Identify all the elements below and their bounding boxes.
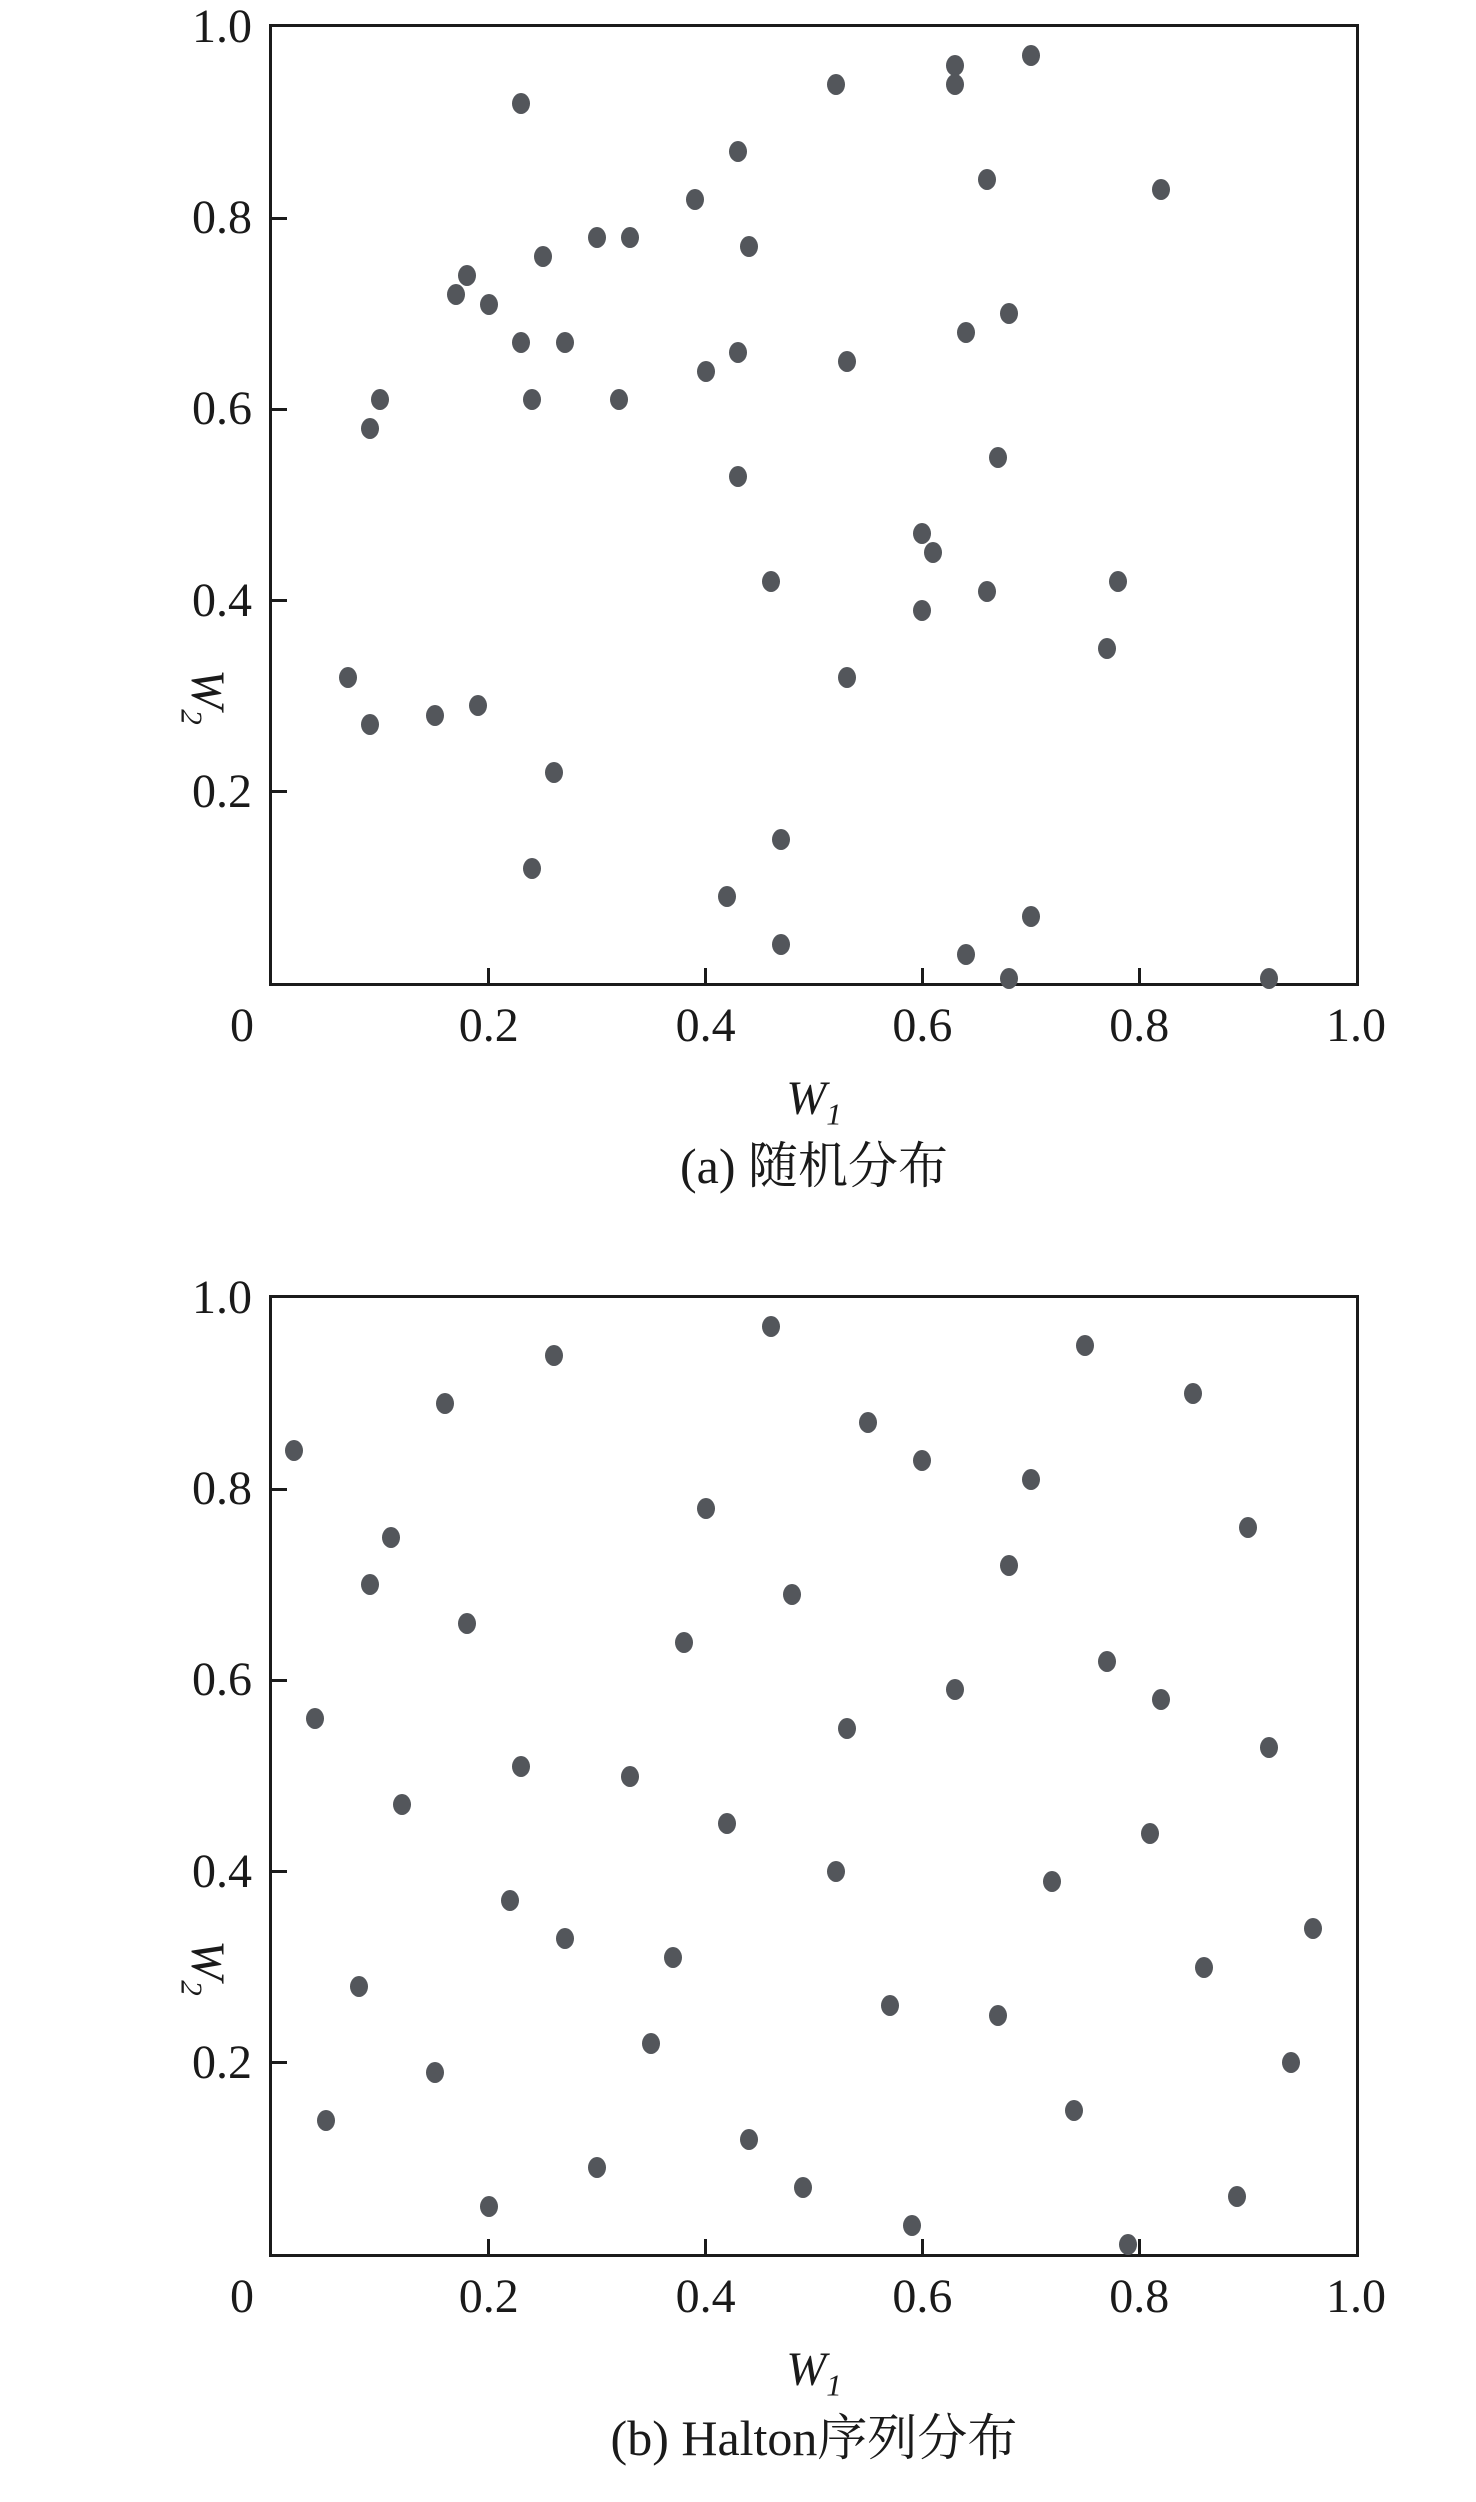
- data-point: [740, 2129, 758, 2150]
- data-point: [664, 1947, 682, 1968]
- data-point: [1000, 968, 1018, 989]
- data-point: [621, 227, 639, 248]
- data-point: [523, 858, 541, 879]
- data-point: [978, 169, 996, 190]
- data-point: [501, 1890, 519, 1911]
- x-axis-label-a: [272, 1072, 1356, 1132]
- data-point: [772, 934, 790, 955]
- scatter-plot-a: [269, 24, 1359, 986]
- y-tick-mark: [272, 408, 287, 411]
- data-point: [946, 55, 964, 76]
- data-point: [588, 227, 606, 248]
- y-tick-label: 0.8: [192, 1462, 252, 1516]
- x-tick-label: 0.8: [1109, 999, 1170, 1052]
- data-point: [903, 2215, 921, 2236]
- data-point: [913, 523, 931, 544]
- y-axis-label-b: [138, 1898, 278, 2038]
- data-point: [285, 1440, 303, 1461]
- data-point: [361, 714, 379, 735]
- data-point: [978, 581, 996, 602]
- y-tick-label: 0.8: [192, 191, 252, 245]
- data-point: [1022, 906, 1040, 927]
- data-point: [838, 1718, 856, 1739]
- data-point: [306, 1708, 324, 1729]
- chart-caption-a: (a) 随机分布: [680, 1138, 948, 1194]
- y-tick-mark: [272, 1870, 287, 1873]
- data-point: [393, 1794, 411, 1815]
- data-point: [729, 342, 747, 363]
- data-point: [718, 886, 736, 907]
- data-point: [382, 1527, 400, 1548]
- data-point: [1260, 1737, 1278, 1758]
- x-tick-label: 0.4: [675, 999, 736, 1052]
- data-point: [957, 944, 975, 965]
- x-tick-label: 0.8: [1109, 2270, 1170, 2323]
- data-point: [838, 351, 856, 372]
- x-tick-label: 0: [230, 999, 254, 1052]
- data-point: [534, 246, 552, 267]
- data-point: [924, 542, 942, 563]
- x-tick-mark: [921, 2239, 924, 2254]
- y-axis-label-text-a: $W_2$: [174, 669, 235, 725]
- data-point: [1184, 1383, 1202, 1404]
- x-axis-tick-labels-a: [230, 999, 1386, 1060]
- data-point: [827, 74, 845, 95]
- data-point: [913, 600, 931, 621]
- data-point: [838, 667, 856, 688]
- data-point: [783, 1584, 801, 1605]
- y-tick-mark: [272, 1488, 287, 1491]
- data-point: [794, 2177, 812, 2198]
- y-tick-label: 0.2: [192, 764, 252, 818]
- chart-caption-b: (b) Halton序列分布: [610, 2410, 1018, 2466]
- y-tick-label: 0.4: [192, 1844, 252, 1898]
- data-point: [1098, 638, 1116, 659]
- y-axis-tick-labels-b: [92, 1271, 252, 2254]
- data-point: [642, 2033, 660, 2054]
- data-point: [1022, 1469, 1040, 1490]
- data-point: [675, 1632, 693, 1653]
- y-axis-tick-labels-a: [92, 0, 252, 983]
- x-tick-label: 0: [230, 2270, 254, 2323]
- data-point: [523, 389, 541, 410]
- data-point: [1109, 571, 1127, 592]
- data-point: [1000, 1555, 1018, 1576]
- x-tick-label: 0.2: [458, 2270, 519, 2323]
- data-point: [436, 1393, 454, 1414]
- data-point: [588, 2157, 606, 2178]
- data-point: [480, 2196, 498, 2217]
- data-point: [512, 1756, 530, 1777]
- data-point: [480, 294, 498, 315]
- data-point: [556, 332, 574, 353]
- x-axis-label-text-b: $W_1$: [786, 2343, 842, 2403]
- data-point: [989, 2005, 1007, 2026]
- data-point: [512, 93, 530, 114]
- data-point: [426, 705, 444, 726]
- data-point: [1098, 1651, 1116, 1672]
- data-point: [740, 236, 758, 257]
- x-tick-mark: [704, 968, 707, 983]
- data-point: [827, 1861, 845, 1882]
- data-point: [762, 1316, 780, 1337]
- x-tick-mark: [1138, 968, 1141, 983]
- y-tick-mark: [272, 217, 287, 220]
- data-point: [621, 1766, 639, 1787]
- data-point: [371, 389, 389, 410]
- data-point: [697, 361, 715, 382]
- y-axis-label-text-b: $W_2$: [174, 1940, 235, 1996]
- data-point: [1239, 1517, 1257, 1538]
- data-point: [469, 695, 487, 716]
- x-tick-label: 1.0: [1326, 999, 1386, 1052]
- data-point: [1282, 2052, 1300, 2073]
- y-tick-mark: [272, 2061, 287, 2064]
- x-axis-label-text-a: $W_1$: [786, 1072, 842, 1132]
- data-point: [1076, 1335, 1094, 1356]
- x-tick-label: 0.4: [675, 2270, 736, 2323]
- data-point: [447, 284, 465, 305]
- y-tick-mark: [272, 790, 287, 793]
- data-point: [339, 667, 357, 688]
- data-point: [458, 1613, 476, 1634]
- x-tick-mark: [487, 968, 490, 983]
- x-tick-label: 0.6: [892, 2270, 953, 2323]
- data-point: [957, 322, 975, 343]
- scatter-plot-b: [269, 1295, 1359, 2257]
- data-point: [545, 1345, 563, 1366]
- y-tick-label: 0.4: [192, 573, 252, 627]
- data-point: [859, 1412, 877, 1433]
- x-tick-mark: [921, 968, 924, 983]
- data-point: [610, 389, 628, 410]
- data-point: [729, 141, 747, 162]
- data-point: [361, 418, 379, 439]
- x-tick-label: 1.0: [1326, 2270, 1386, 2323]
- data-point: [772, 829, 790, 850]
- data-point: [350, 1976, 368, 1997]
- data-point: [697, 1498, 715, 1519]
- data-point: [1304, 1918, 1322, 1939]
- x-tick-mark: [1138, 2239, 1141, 2254]
- data-point: [1043, 1871, 1061, 1892]
- y-tick-label: 0.6: [192, 382, 252, 436]
- data-point: [946, 1679, 964, 1700]
- data-point: [718, 1813, 736, 1834]
- data-point: [1152, 179, 1170, 200]
- y-tick-label: 1.0: [192, 1271, 252, 1324]
- data-point: [361, 1574, 379, 1595]
- x-tick-mark: [704, 2239, 707, 2254]
- data-point: [426, 2062, 444, 2083]
- data-point: [317, 2110, 335, 2131]
- data-point: [881, 1995, 899, 2016]
- data-point: [1195, 1957, 1213, 1978]
- x-tick-label: 0.6: [892, 999, 953, 1052]
- data-point: [1000, 303, 1018, 324]
- data-point: [458, 265, 476, 286]
- data-point: [686, 189, 704, 210]
- data-point: [1022, 45, 1040, 66]
- data-point: [989, 447, 1007, 468]
- y-tick-label: 0.2: [192, 2035, 252, 2089]
- y-axis-label-a: [138, 627, 278, 767]
- data-point: [762, 571, 780, 592]
- data-point: [1065, 2100, 1083, 2121]
- data-point: [1260, 968, 1278, 989]
- data-point: [545, 762, 563, 783]
- y-tick-mark: [272, 599, 287, 602]
- data-point: [512, 332, 530, 353]
- data-point: [1141, 1823, 1159, 1844]
- x-axis-label-b: [272, 2343, 1356, 2403]
- y-tick-label: 0.6: [192, 1653, 252, 1707]
- y-tick-label: 1.0: [192, 0, 252, 53]
- x-tick-label: 0.2: [458, 999, 519, 1052]
- data-point: [1119, 2234, 1137, 2255]
- x-axis-tick-labels-b: [230, 2270, 1386, 2331]
- data-point: [556, 1928, 574, 1949]
- data-point: [729, 466, 747, 487]
- data-point: [913, 1450, 931, 1471]
- data-point: [1228, 2186, 1246, 2207]
- x-tick-mark: [487, 2239, 490, 2254]
- data-point: [946, 74, 964, 95]
- data-point: [1152, 1689, 1170, 1710]
- y-tick-mark: [272, 1679, 287, 1682]
